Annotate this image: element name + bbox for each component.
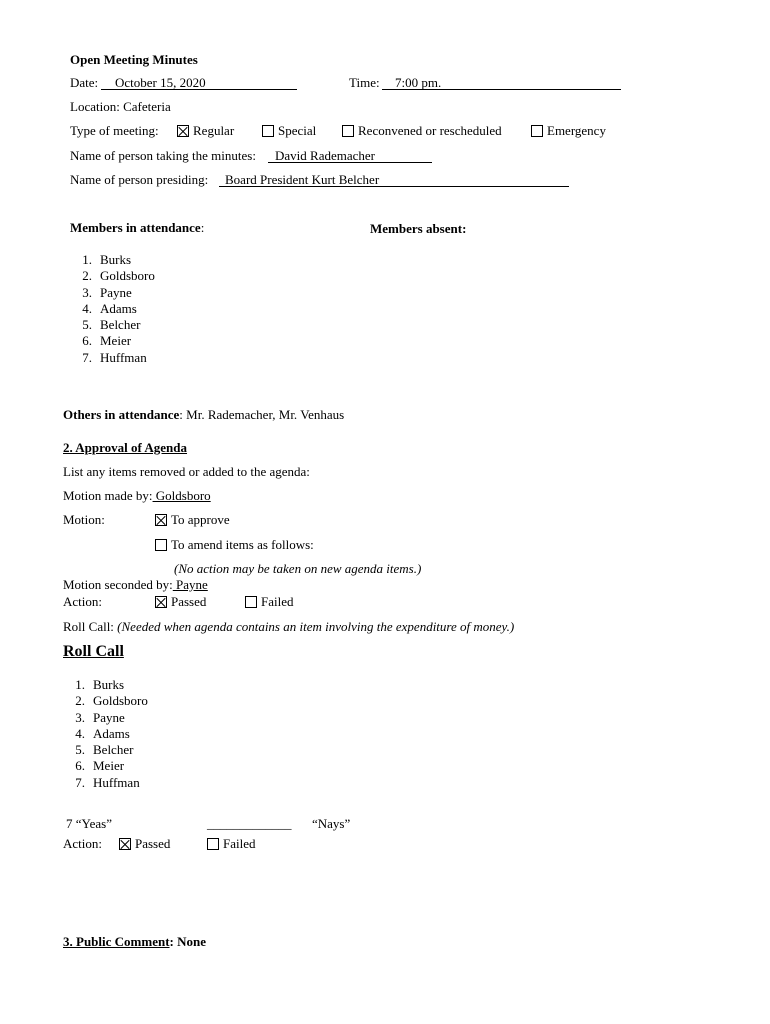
motion-label: Motion: bbox=[63, 512, 105, 527]
list-item: 6. Meier bbox=[75, 758, 125, 774]
minutes-taker-value: David Rademacher bbox=[275, 148, 375, 163]
list-item: 1. Burks bbox=[82, 252, 132, 267]
list-item: 2. Goldsboro bbox=[75, 693, 148, 709]
public-comment-heading: 3. Public Comment: None bbox=[63, 934, 206, 949]
members-attendance-list bbox=[70, 252, 155, 366]
nays-blank: _____________ bbox=[207, 816, 292, 831]
agenda-action-label: Action: bbox=[63, 594, 102, 609]
checkbox-empty-icon[interactable] bbox=[342, 125, 354, 137]
checkbox-empty-icon[interactable] bbox=[245, 596, 257, 608]
nays-label: “Nays” bbox=[312, 816, 351, 831]
motion-seconded-by: Motion seconded by: Payne bbox=[63, 577, 208, 592]
agenda-action-passed[interactable]: Passed bbox=[155, 594, 206, 610]
minutes-taker-label: Name of person taking the minutes: bbox=[70, 148, 256, 163]
meeting-type-regular[interactable]: Regular bbox=[177, 123, 234, 139]
meeting-type-special[interactable]: Special bbox=[262, 123, 316, 139]
roll-call-heading: Roll Call bbox=[63, 643, 124, 660]
checkbox-checked-icon[interactable] bbox=[155, 514, 167, 526]
meeting-type-reconvened[interactable]: Reconvened or rescheduled bbox=[342, 123, 502, 139]
list-item: 7. Huffman bbox=[75, 774, 140, 790]
motion-made-by: Motion made by: Goldsboro bbox=[63, 488, 211, 503]
presiding-label: Name of person presiding: bbox=[70, 172, 209, 187]
list-item: 4. Adams bbox=[82, 300, 137, 316]
checkbox-empty-icon[interactable] bbox=[155, 539, 167, 551]
list-item: 4. Adams bbox=[75, 725, 130, 741]
roll-call-action-failed[interactable]: Failed bbox=[207, 836, 256, 852]
meeting-type-label: Type of meeting: bbox=[70, 123, 159, 138]
list-item: 3. Payne bbox=[82, 284, 132, 300]
list-item: 5. Belcher bbox=[82, 317, 141, 333]
checkbox-empty-icon[interactable] bbox=[531, 125, 543, 137]
list-item: 2. Goldsboro bbox=[82, 268, 155, 284]
list-item: 1. Burks bbox=[75, 677, 125, 692]
motion-seconded-value: Payne bbox=[172, 577, 208, 592]
members-absent-heading: Members absent: bbox=[370, 221, 467, 236]
members-attendance-heading: Members in attendance: bbox=[70, 220, 205, 235]
checkbox-empty-icon[interactable] bbox=[262, 125, 274, 137]
public-comment-value: : None bbox=[169, 934, 206, 949]
others-attendance: Others in attendance: Mr. Rademacher, Mr. Venhaus bbox=[63, 407, 345, 422]
meeting-type-emergency[interactable]: Emergency bbox=[531, 123, 606, 139]
location-line: Location: Cafeteria bbox=[70, 99, 171, 114]
list-item: 6. Meier bbox=[82, 333, 132, 349]
list-item: 3. Payne bbox=[75, 709, 125, 725]
checkbox-checked-icon[interactable] bbox=[119, 838, 131, 850]
motion-approve-option[interactable]: To approve bbox=[155, 512, 230, 528]
yeas-count: 7 “Yeas” bbox=[66, 816, 112, 831]
document-title: Open Meeting Minutes bbox=[70, 52, 198, 67]
list-item: 7. Huffman bbox=[82, 349, 147, 365]
motion-made-by-value: Goldsboro bbox=[152, 488, 211, 503]
roll-call-action-label: Action: bbox=[63, 836, 102, 851]
checkbox-checked-icon[interactable] bbox=[177, 125, 189, 137]
agenda-note: (No action may be taken on new agenda items.) bbox=[174, 561, 422, 576]
time-label: Time: bbox=[349, 75, 380, 90]
presiding-value: Board President Kurt Belcher bbox=[225, 172, 380, 187]
roll-call-list bbox=[63, 677, 148, 791]
location-value: Cafeteria bbox=[123, 99, 171, 114]
approval-agenda-heading: 2. Approval of Agenda bbox=[63, 440, 188, 455]
checkbox-checked-icon[interactable] bbox=[155, 596, 167, 608]
agenda-items-label: List any items removed or added to the agenda: bbox=[63, 464, 310, 479]
checkbox-empty-icon[interactable] bbox=[207, 838, 219, 850]
roll-call-note: Roll Call: (Needed when agenda contains an item involving the expenditure of money.) bbox=[63, 619, 515, 634]
time-value: 7:00 pm. bbox=[395, 75, 442, 90]
date-label: Date: bbox=[70, 75, 99, 90]
list-item: 5. Belcher bbox=[75, 742, 134, 758]
agenda-action-failed[interactable]: Failed bbox=[245, 594, 294, 610]
roll-call-action-passed[interactable]: Passed bbox=[119, 836, 170, 852]
date-value: October 15, 2020 bbox=[115, 75, 206, 90]
motion-amend-option[interactable]: To amend items as follows: bbox=[155, 537, 314, 553]
